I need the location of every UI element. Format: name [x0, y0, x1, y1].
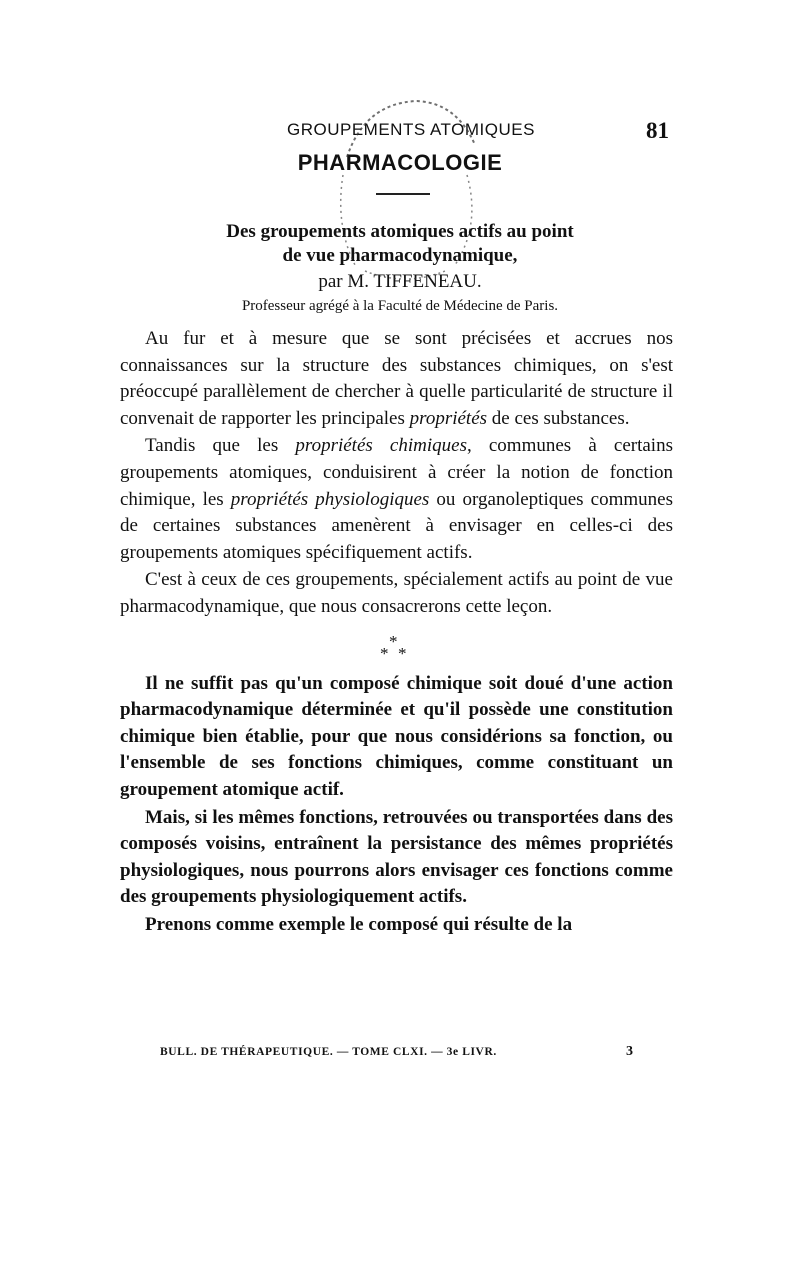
footer-signature-number: 3 [626, 1044, 634, 1059]
running-title: GROUPEMENTS ATOMIQUES [287, 120, 535, 139]
text-run: Au fur et à mesure que se sont précisées et accrues nos connaissances sur la structure des substances chimiques, on s'est préoccupé parallèlement de chercher à quelle particularité de structure il convenait de rapporter les principales [120, 328, 673, 429]
footer-signature [160, 1044, 640, 1064]
text-run: Tandis que les [145, 435, 296, 457]
title-rule [376, 193, 430, 195]
author-byline: par M. TIFFENEAU. [318, 271, 482, 292]
asterism-star: * [398, 643, 407, 663]
article-title-line-2: de vue pharmacodynamique, [282, 245, 518, 266]
running-head [0, 118, 800, 146]
text-run: de ces substances. [487, 407, 630, 429]
paragraph-2 [120, 433, 673, 566]
italic-run: propriétés physiologiques [230, 488, 430, 510]
paragraph-5: Mais, si les mêmes fonctions, retrouvées ou transportées dans des composés voisins, entraînent la persistance des mêmes propriétés physiologiques, nous pourrons alors envisager ces fonctions comme des groupements physiologiquement actifs. [120, 806, 673, 908]
asterism [120, 621, 673, 671]
author-affiliation: Professeur agrégé à la Faculté de Médecine de Paris. [241, 298, 559, 314]
asterism-star: * [389, 631, 398, 651]
section-title: PHARMACOLOGIE [297, 150, 503, 175]
asterism-star: * [380, 643, 389, 663]
article-title-line-1: Des groupements atomiques actifs au point [226, 221, 574, 242]
paragraph-6: Prenons comme exemple le composé qui résulte de la [145, 913, 573, 935]
paragraph-3: C'est à ceux de ces groupements, spécialement actifs au point de vue pharmacodynamique, que nous consacrerons cette leçon. [120, 569, 673, 617]
footer-journal: BULL. DE THÉRAPEUTIQUE. — TOME CLXI. — 3e LIVR. [160, 1046, 497, 1058]
text-run: , communes à certains groupements atomiques, conduisirent à créer la notion de fonction chimique, les [120, 435, 673, 510]
page-number: 81 [646, 118, 669, 143]
italic-run: propriétés chimiques [295, 435, 467, 457]
paragraph-4: Il ne suffit pas qu'un composé chimique soit doué d'une action pharmacodynamique déterminée et qu'il possède une constitution chimique bien établie, pour que nous considérions sa fonction, ou l'ensemble de ses fonctions chimiques, comme constituant un groupement atomique actif. [120, 672, 673, 800]
article-title [0, 220, 800, 268]
text-run: ou organoleptiques communes de certaines substances amenèrent à envisager en celles-ci des groupements atomiques spécifiquement actifs. [120, 488, 673, 563]
paragraph-1 [120, 326, 673, 432]
italic-run: propriétés [409, 407, 488, 429]
body-text [120, 326, 673, 938]
